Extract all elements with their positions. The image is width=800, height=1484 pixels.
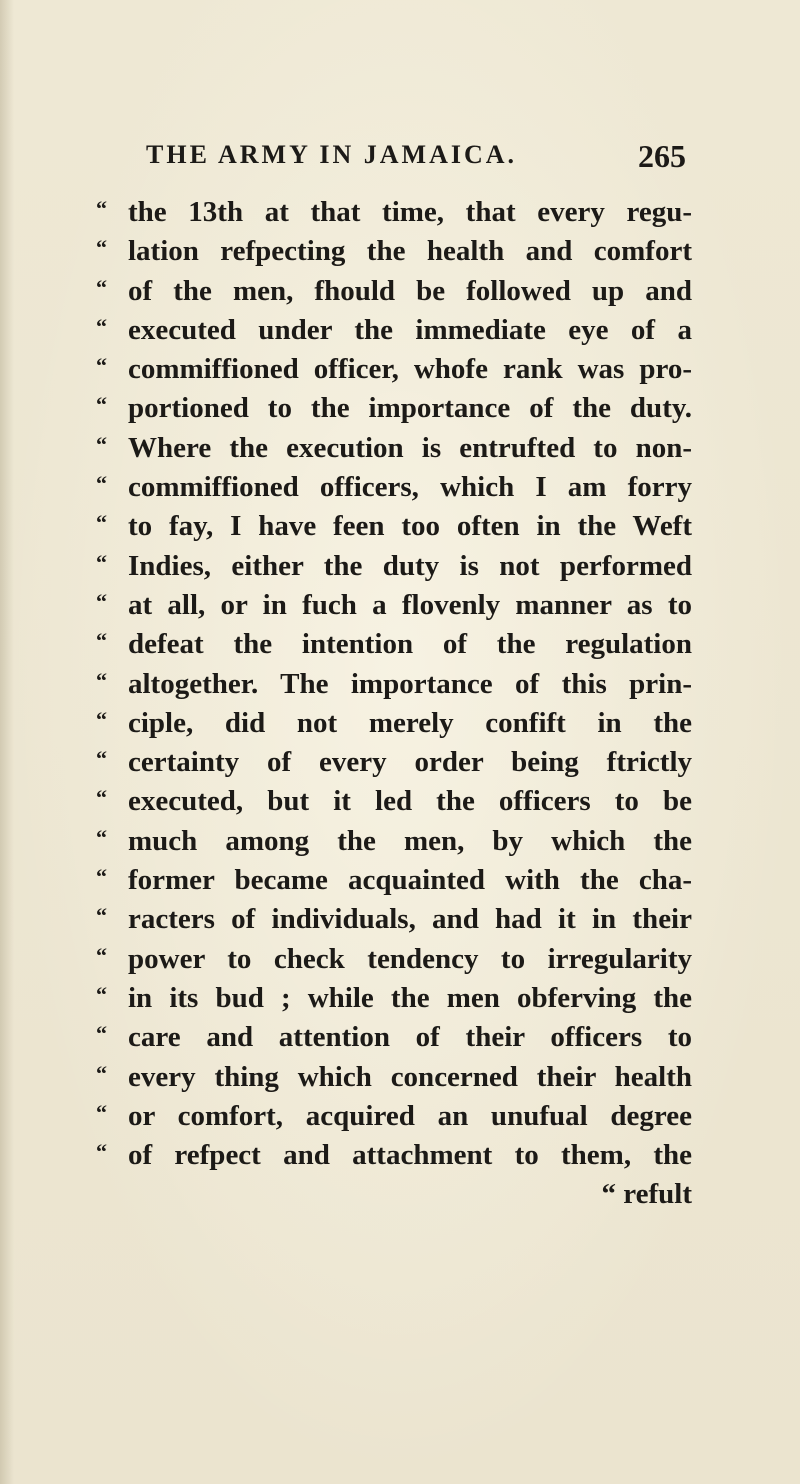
quote-mark: “ [96, 706, 107, 732]
quote-mark: “ [96, 392, 107, 418]
text-line [96, 743, 692, 782]
quote-mark: “ [96, 824, 107, 850]
line-text: at all, or in fuch a flovenly manner as to [128, 588, 692, 621]
quote-mark: “ [96, 1060, 107, 1086]
quote-mark: “ [96, 274, 107, 300]
quote-mark: “ [96, 1139, 107, 1165]
catchword: “ refult [601, 1178, 692, 1211]
line-text: lation refpecting the health and comfort [128, 235, 692, 268]
line-text: the 13th at that time, that every regu- [128, 196, 692, 228]
line-text: Where the execution is entrufted to non- [128, 431, 692, 464]
line-text: ciple, did not merely confift in the [128, 706, 692, 739]
line-text: defeat the intention of the regulation [128, 628, 692, 661]
text-line [96, 940, 692, 979]
quote-mark: “ [96, 864, 107, 890]
quote-mark: “ [96, 1021, 107, 1047]
text-line [96, 625, 692, 664]
line-text: much among the men, by which the [128, 824, 692, 857]
text-line [96, 665, 692, 704]
text-line [96, 1058, 692, 1097]
line-text: Indies, either the duty is not performed [128, 549, 692, 582]
text-line [96, 979, 692, 1018]
text-line [96, 900, 692, 939]
line-text: power to check tendency to irregularity [128, 942, 692, 975]
quote-mark: “ [96, 942, 107, 968]
text-line [96, 350, 692, 389]
text-line [96, 1136, 692, 1175]
quote-mark: “ [96, 785, 107, 811]
text-line [96, 389, 692, 428]
line-text: or comfort, acquired an unufual degree [128, 1099, 692, 1132]
quote-mark: “ [96, 353, 107, 379]
line-text: of refpect and attachment to them, the [128, 1139, 692, 1172]
text-line [96, 1018, 692, 1057]
quote-mark: “ [96, 981, 107, 1007]
running-head: THE ARMY IN JAMAICA. [146, 140, 518, 169]
quote-mark: “ [96, 471, 107, 497]
text-line [96, 272, 692, 311]
text-line [96, 704, 692, 743]
quote-mark: “ [96, 903, 107, 929]
quote-mark: “ [96, 313, 107, 339]
line-text: every thing which concerned their health [128, 1060, 692, 1093]
quote-mark: “ [96, 667, 107, 693]
line-text: portioned to the importance of the duty. [128, 392, 692, 425]
text-line [96, 232, 692, 271]
text-line [96, 1097, 692, 1136]
quote-mark: “ [96, 196, 107, 221]
line-text: commiffioned officers, which I am forry [128, 471, 692, 504]
text-line [96, 782, 692, 821]
quote-mark: “ [96, 1099, 107, 1125]
page-gutter-shadow [0, 0, 14, 1484]
quote-mark: “ [96, 431, 107, 457]
quote-mark: “ [96, 628, 107, 654]
text-line [96, 822, 692, 861]
line-text: certainty of every order being ftrictly [128, 746, 692, 779]
line-text: racters of individuals, and had it in their [128, 903, 692, 936]
quote-mark: “ [96, 588, 107, 614]
page-number: 265 [638, 138, 686, 174]
text-line [96, 468, 692, 507]
quote-mark: “ [96, 235, 107, 261]
quote-mark: “ [96, 549, 107, 575]
page-header [146, 140, 686, 180]
line-text: commiffioned officer, whofe rank was pro- [128, 353, 692, 386]
quote-mark: “ [96, 510, 107, 536]
line-text: altogether. The importance of this prin- [128, 667, 692, 700]
body-text [96, 193, 692, 1215]
text-line [96, 429, 692, 468]
line-text: former became acquainted with the cha- [128, 864, 692, 897]
quote-mark: “ [96, 746, 107, 772]
text-line [96, 311, 692, 350]
text-line [96, 861, 692, 900]
line-text: executed under the immediate eye of a [128, 313, 692, 346]
line-text: care and attention of their officers to [128, 1021, 692, 1054]
text-line [96, 547, 692, 586]
line-text: executed, but it led the officers to be [128, 785, 692, 818]
line-text: in its bud ; while the men obferving the [128, 981, 692, 1014]
text-line [96, 586, 692, 625]
text-line [96, 193, 692, 232]
line-text: to fay, I have feen too often in the Weft [128, 510, 692, 543]
catchword-line [96, 1175, 692, 1214]
line-text: of the men, fhould be followed up and [128, 274, 692, 307]
text-line [96, 507, 692, 546]
